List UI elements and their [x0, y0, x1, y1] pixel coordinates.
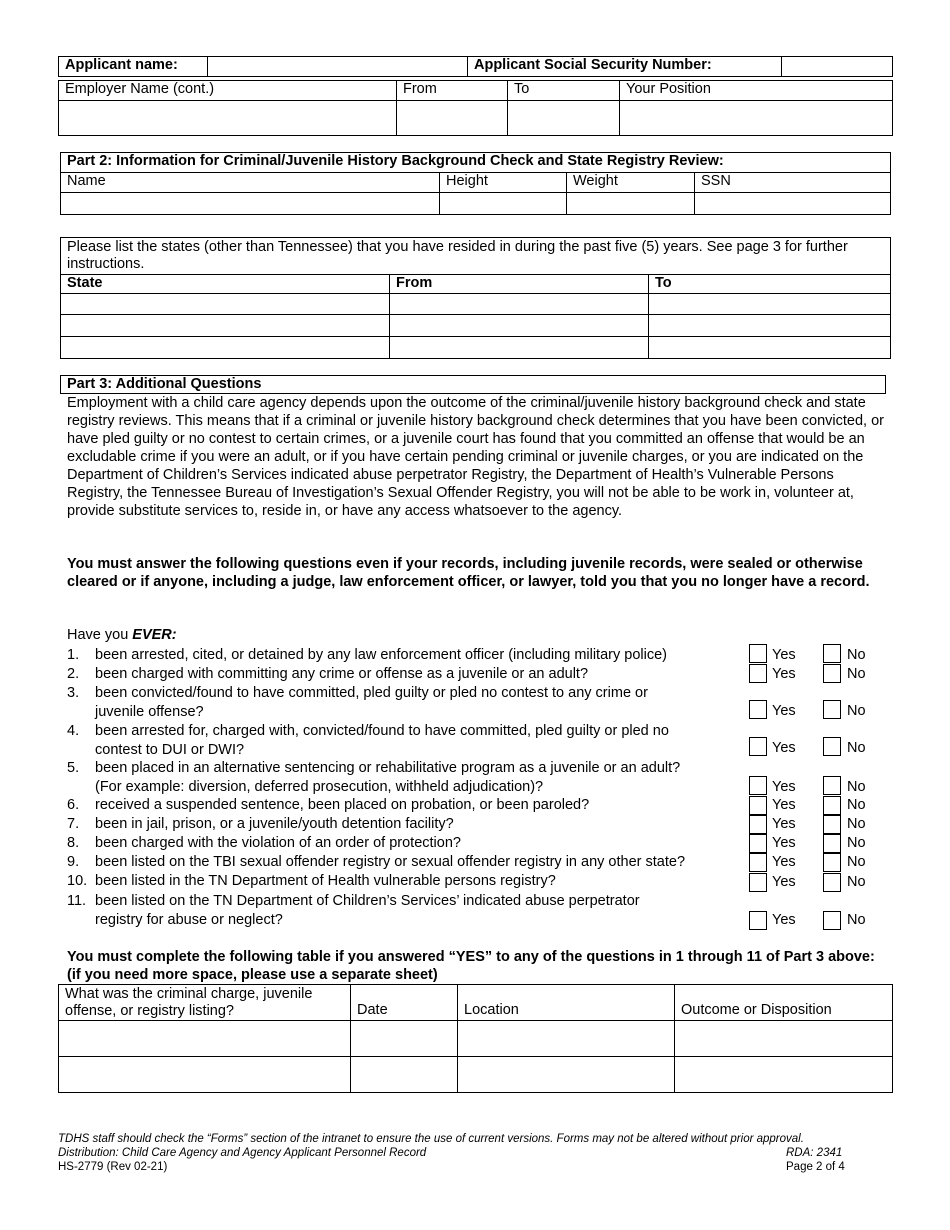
footer-line-2 — [58, 1146, 888, 1160]
yes-label: Yes — [772, 835, 796, 851]
question-number: 2. — [67, 666, 80, 682]
footer-line-3 — [58, 1160, 888, 1174]
question-text: been placed in an alternative sentencing or rehabilitative program as a juvenile or an adult? — [95, 760, 681, 776]
offense-col-outcome: Outcome or Disposition — [675, 985, 893, 1021]
q1-yes-checkbox[interactable] — [749, 644, 767, 663]
no-label: No — [847, 647, 866, 663]
states-from-field[interactable] — [390, 315, 649, 337]
offense-date-field[interactable] — [351, 1021, 458, 1057]
offense-date-field[interactable] — [351, 1057, 458, 1093]
employer-from-field[interactable] — [397, 101, 508, 136]
states-row — [61, 337, 891, 359]
employer-table — [58, 80, 893, 136]
part3-title: Part 3: Additional Questions — [60, 375, 886, 394]
applicant-name-field[interactable] — [208, 57, 468, 77]
question-text: been listed on the TN Department of Children’s Services’ indicated abuse perpetrator — [95, 893, 640, 909]
q3-yes-checkbox[interactable] — [749, 700, 767, 719]
states-from-field[interactable] — [390, 337, 649, 359]
offense-col-location: Location — [458, 985, 675, 1021]
ssn-field[interactable] — [782, 57, 893, 77]
footer-rda: RDA: 2341 — [786, 1147, 843, 1159]
no-label: No — [847, 912, 866, 928]
q4-no-checkbox[interactable] — [823, 737, 841, 756]
no-label: No — [847, 874, 866, 890]
employer-position-label: Your Position — [620, 81, 893, 101]
part2-weight-field[interactable] — [567, 193, 695, 215]
no-label: No — [847, 779, 866, 795]
q8-yes-checkbox[interactable] — [749, 834, 767, 853]
offense-row — [59, 1021, 893, 1057]
offense-col-charge: What was the criminal charge, juvenile offense, or registry listing? — [59, 985, 351, 1021]
employer-name-field[interactable] — [59, 101, 397, 136]
question-text-cont: contest to DUI or DWI? — [95, 742, 245, 758]
no-label: No — [847, 835, 866, 851]
no-label: No — [847, 740, 866, 756]
question-text: been listed on the TBI sexual offender registry or sexual offender registry in any other state? — [95, 854, 686, 870]
footer — [58, 1132, 888, 1174]
offense-outcome-field[interactable] — [675, 1021, 893, 1057]
applicant-name-label: Applicant name: — [59, 57, 208, 77]
q5-no-checkbox[interactable] — [823, 776, 841, 795]
offense-location-field[interactable] — [458, 1021, 675, 1057]
footer-notice: TDHS staff should check the “Forms” section of the intranet to ensure the use of current versions. Forms may not be altered without prior approval. — [58, 1133, 804, 1145]
states-state-field[interactable] — [61, 337, 390, 359]
employer-to-label: To — [508, 81, 620, 101]
employer-from-label: From — [397, 81, 508, 101]
yes-label: Yes — [772, 912, 796, 928]
q9-no-checkbox[interactable] — [823, 853, 841, 872]
question-text: been charged with the violation of an order of protection? — [95, 835, 461, 851]
question-number: 8. — [67, 835, 80, 851]
question-text-cont: registry for abuse or neglect? — [95, 912, 283, 928]
q11-yes-checkbox[interactable] — [749, 911, 767, 930]
q3-no-checkbox[interactable] — [823, 700, 841, 719]
table-instruction: You must complete the following table if you answered “YES” to any of the questions in 1 through 11 of Part 3 above: (if you need more space, please use a separate sheet) — [67, 949, 875, 983]
states-to-field[interactable] — [649, 315, 891, 337]
footer-distribution: Distribution: Child Care Agency and Agency Applicant Personnel Record — [58, 1147, 427, 1159]
question-text-cont: (For example: diversion, deferred prosecution, withheld adjudication)? — [95, 779, 544, 795]
yes-label: Yes — [772, 740, 796, 756]
applicant-header-table — [58, 56, 893, 77]
offense-table — [58, 984, 893, 1093]
footer-page-number: Page 2 of 4 — [786, 1161, 845, 1173]
q1-no-checkbox[interactable] — [823, 644, 841, 663]
employer-to-field[interactable] — [508, 101, 620, 136]
part2-table — [60, 152, 891, 215]
yes-label: Yes — [772, 797, 796, 813]
yes-label: Yes — [772, 647, 796, 663]
question-number: 6. — [67, 797, 80, 813]
part3-warning: You must answer the following questions even if your records, including juvenile records, were sealed or otherwise cleared or if anyone, including a judge, law enforcement officer, or lawyer, told you that you no longer have a record. — [67, 556, 870, 590]
part3-intro: Employment with a child care agency depends upon the outcome of the criminal/juvenile history background check and state registry reviews. This means that if a criminal or juvenile history background check determines that you have been convicted, or have pled guilty or no contest to certain crimes, or a juvenile court has found that you committed an offense that would be an excludable crime if you were an adult, or if you have certain pending criminal or juvenile charges, or you are indicated on the Department of Children’s Services indicated abuse perpetrator Registry, the Department of Health’s Vulnerable Persons Registry, the Tennessee Bureau of Investigation’s Sexual Offender Registry, you will not be able to be work in, volunteer at, provide substitute services to, reside in, or have any access whatsoever to the agency. — [67, 395, 884, 519]
offense-outcome-field[interactable] — [675, 1057, 893, 1093]
states-from-field[interactable] — [390, 294, 649, 315]
q5-yes-checkbox[interactable] — [749, 776, 767, 795]
q11-no-checkbox[interactable] — [823, 911, 841, 930]
question-number: 5. — [67, 760, 80, 776]
yes-label: Yes — [772, 816, 796, 832]
footer-form-id: HS-2779 (Rev 02-21) — [58, 1161, 168, 1173]
states-state-field[interactable] — [61, 315, 390, 337]
q9-yes-checkbox[interactable] — [749, 853, 767, 872]
part2-name-field[interactable] — [61, 193, 440, 215]
question-number: 9. — [67, 854, 80, 870]
question-number: 10. — [67, 873, 88, 889]
states-row — [61, 315, 891, 337]
states-to-field[interactable] — [649, 337, 891, 359]
part2-ssn-field[interactable] — [695, 193, 891, 215]
part2-col-ssn: SSN — [695, 173, 891, 193]
states-col-state: State — [61, 275, 390, 294]
question-number: 11. — [67, 893, 87, 909]
question-number: 1. — [67, 647, 80, 663]
q6-yes-checkbox[interactable] — [749, 796, 767, 815]
question-text: been listed in the TN Department of Health vulnerable persons registry? — [95, 873, 556, 889]
no-label: No — [847, 666, 866, 682]
states-state-field[interactable] — [61, 294, 390, 315]
q4-yes-checkbox[interactable] — [749, 737, 767, 756]
part2-title: Part 2: Information for Criminal/Juvenile History Background Check and State Registry Review: — [61, 153, 891, 173]
question-text: been in jail, prison, or a juvenile/youth detention facility? — [95, 816, 454, 832]
no-label: No — [847, 703, 866, 719]
offense-col-date: Date — [351, 985, 458, 1021]
offense-charge-field[interactable] — [59, 1021, 351, 1057]
states-instruction: Please list the states (other than Tennessee) that you have resided in during the past five (5) years. See page 3 for further instructions. — [61, 238, 891, 275]
offense-charge-field[interactable] — [59, 1057, 351, 1093]
offense-row — [59, 1057, 893, 1093]
question-text: been arrested for, charged with, convicted/found to have committed, pled guilty or pled no — [95, 723, 669, 739]
q6-no-checkbox[interactable] — [823, 796, 841, 815]
q7-yes-checkbox[interactable] — [749, 815, 767, 834]
yes-label: Yes — [772, 779, 796, 795]
part2-col-height: Height — [440, 173, 567, 193]
q2-yes-checkbox[interactable] — [749, 664, 767, 683]
have-you-text: Have you — [67, 627, 129, 643]
question-text: been convicted/found to have committed, pled guilty or pled no contest to any crime or — [95, 685, 648, 701]
yes-label: Yes — [772, 854, 796, 870]
question-number: 3. — [67, 685, 80, 701]
question-text-cont: juvenile offense? — [95, 704, 204, 720]
part2-col-weight: Weight — [567, 173, 695, 193]
states-table — [60, 237, 891, 359]
states-to-field[interactable] — [649, 294, 891, 315]
yes-label: Yes — [772, 666, 796, 682]
ever-text: EVER: — [132, 627, 177, 643]
question-text: been charged with committing any crime or offense as a juvenile or an adult? — [95, 666, 589, 682]
q7-no-checkbox[interactable] — [823, 815, 841, 834]
q2-no-checkbox[interactable] — [823, 664, 841, 683]
employer-position-field[interactable] — [620, 101, 893, 136]
offense-location-field[interactable] — [458, 1057, 675, 1093]
yes-label: Yes — [772, 703, 796, 719]
no-label: No — [847, 816, 866, 832]
question-text: been arrested, cited, or detained by any law enforcement officer (including military police) — [95, 647, 667, 663]
states-col-from: From — [390, 275, 649, 294]
q8-no-checkbox[interactable] — [823, 834, 841, 853]
part2-col-name: Name — [61, 173, 440, 193]
q10-yes-checkbox[interactable] — [749, 873, 767, 892]
ssn-label: Applicant Social Security Number: — [468, 57, 782, 77]
question-number: 4. — [67, 723, 80, 739]
q10-no-checkbox[interactable] — [823, 873, 841, 892]
states-row — [61, 294, 891, 315]
part2-height-field[interactable] — [440, 193, 567, 215]
question-text: received a suspended sentence, been placed on probation, or been paroled? — [95, 797, 590, 813]
have-you-label — [67, 626, 177, 645]
states-col-to: To — [649, 275, 891, 294]
yes-label: Yes — [772, 874, 796, 890]
question-number: 7. — [67, 816, 80, 832]
no-label: No — [847, 854, 866, 870]
employer-name-label: Employer Name (cont.) — [59, 81, 397, 101]
no-label: No — [847, 797, 866, 813]
